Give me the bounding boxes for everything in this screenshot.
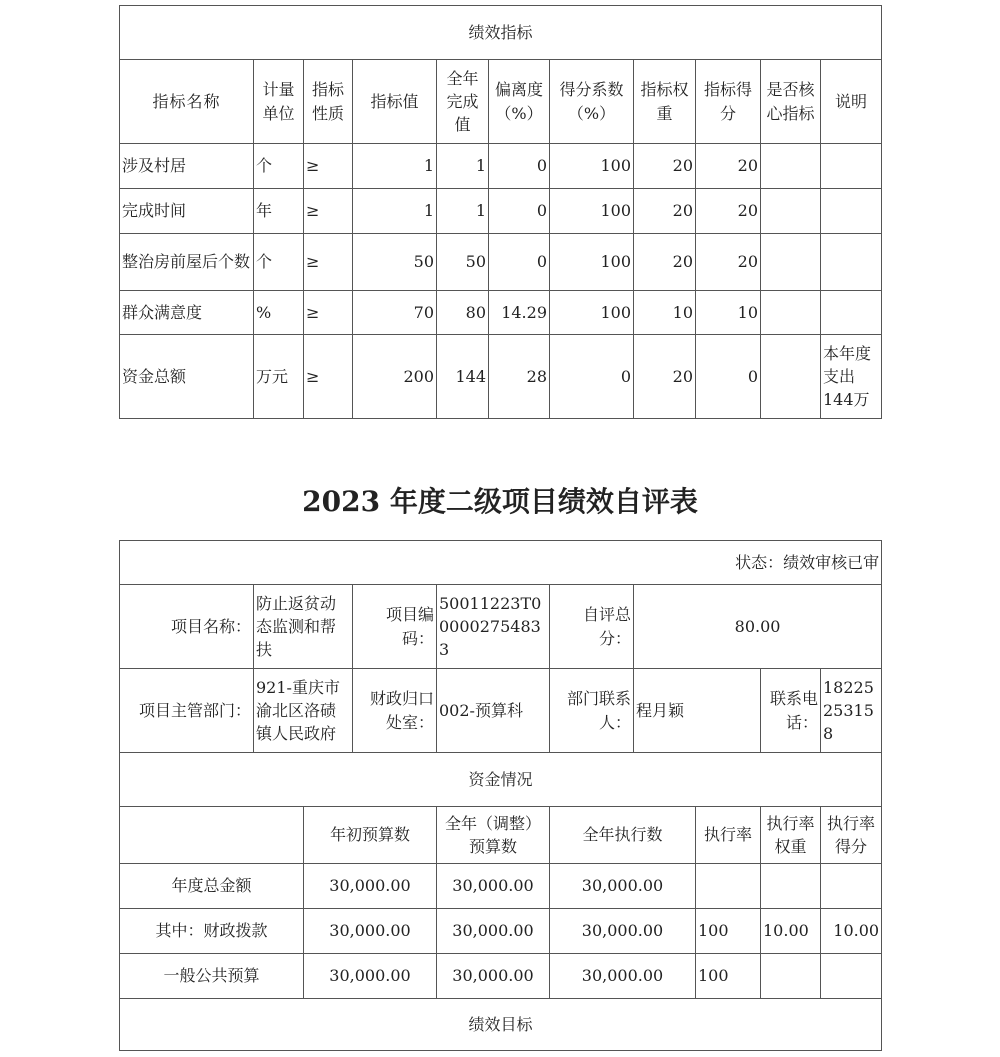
phone-value: 18225253158 [821, 669, 882, 753]
header-cell: 年初预算数 [304, 807, 437, 864]
contact-value: 程月颖 [634, 669, 761, 753]
contact-label: 部门联系人： [550, 669, 634, 753]
fund-initial: 30,000.00 [304, 954, 437, 999]
indicator-unit: 万元 [254, 335, 304, 419]
indicator-name: 涉及村居 [120, 144, 254, 189]
indicator-nature: ≥ [304, 189, 353, 234]
finance-label: 财政归口处室： [353, 669, 437, 753]
indicator-done: 144 [437, 335, 489, 419]
header-cell: 得分系数（%） [550, 60, 634, 144]
header-cell: 指标权重 [634, 60, 696, 144]
fund-row-label: 年度总金额 [120, 864, 304, 909]
fund-row-label: 一般公共预算 [120, 954, 304, 999]
indicator-note [821, 234, 882, 291]
phone-label: 联系电话： [761, 669, 821, 753]
indicator-weight: 10 [634, 291, 696, 335]
indicator-weight: 20 [634, 234, 696, 291]
table-row [120, 234, 882, 291]
header-cell: 全年执行数 [550, 807, 696, 864]
status-text: 状态：绩效审核已审 [120, 541, 882, 585]
fund-rate: 100 [696, 954, 761, 999]
finance-value: 002-预算科 [437, 669, 550, 753]
header-cell: 指标性质 [304, 60, 353, 144]
header-cell: 全年（调整）预算数 [437, 807, 550, 864]
indicator-unit: 年 [254, 189, 304, 234]
indicator-unit: 个 [254, 144, 304, 189]
indicator-done: 50 [437, 234, 489, 291]
indicator-name: 完成时间 [120, 189, 254, 234]
indicator-done: 80 [437, 291, 489, 335]
page-title: 2023 年度二级项目绩效自评表 [302, 485, 698, 518]
table-row [120, 144, 882, 189]
indicator-header-row [120, 60, 882, 144]
fund-rate: 100 [696, 909, 761, 954]
indicator-score: 20 [696, 144, 761, 189]
header-cell: 全年完成值 [437, 60, 489, 144]
indicator-core [761, 234, 821, 291]
project-name-label: 项目名称： [120, 585, 254, 669]
indicator-table [119, 5, 882, 419]
indicator-section-title: 绩效指标 [120, 6, 882, 60]
indicator-nature: ≥ [304, 291, 353, 335]
indicator-coef: 100 [550, 234, 634, 291]
indicator-deviation: 0 [489, 189, 550, 234]
table-row [120, 189, 882, 234]
fund-rate-weight [761, 864, 821, 909]
indicator-unit: 个 [254, 234, 304, 291]
indicator-score: 20 [696, 234, 761, 291]
funds-section-title: 资金情况 [120, 753, 882, 807]
indicator-deviation: 0 [489, 144, 550, 189]
header-cell: 偏离度（%） [489, 60, 550, 144]
indicator-value: 200 [353, 335, 437, 419]
self-score-label: 自评总分： [550, 585, 634, 669]
indicator-core [761, 144, 821, 189]
indicator-score: 20 [696, 189, 761, 234]
header-cell: 指标值 [353, 60, 437, 144]
header-cell [120, 807, 304, 864]
indicator-core [761, 291, 821, 335]
header-cell: 指标得分 [696, 60, 761, 144]
indicator-deviation: 28 [489, 335, 550, 419]
fund-rate [696, 864, 761, 909]
indicator-note [821, 144, 882, 189]
indicator-core [761, 189, 821, 234]
fund-adjusted: 30,000.00 [437, 864, 550, 909]
table-row [120, 909, 882, 954]
indicator-value: 70 [353, 291, 437, 335]
fund-header-row [120, 807, 882, 864]
self-score-value: 80.00 [634, 585, 882, 669]
fund-executed: 30,000.00 [550, 954, 696, 999]
indicator-weight: 20 [634, 335, 696, 419]
header-cell: 计量单位 [254, 60, 304, 144]
indicator-note: 本年度支出144万 [821, 335, 882, 419]
table-row [120, 864, 882, 909]
fund-rate-weight [761, 954, 821, 999]
header-cell: 执行率 [696, 807, 761, 864]
fund-rate-weight: 10.00 [761, 909, 821, 954]
indicator-value: 1 [353, 144, 437, 189]
goals-section-title: 绩效目标 [120, 999, 882, 1051]
indicator-deviation: 0 [489, 234, 550, 291]
indicator-name: 群众满意度 [120, 291, 254, 335]
dept-info-row [120, 669, 882, 753]
indicator-done: 1 [437, 189, 489, 234]
indicator-core [761, 335, 821, 419]
indicator-weight: 20 [634, 189, 696, 234]
header-cell: 执行率得分 [821, 807, 882, 864]
project-name-value: 防止返贫动态监测和帮扶 [254, 585, 353, 669]
fund-adjusted: 30,000.00 [437, 909, 550, 954]
indicator-nature: ≥ [304, 144, 353, 189]
self-evaluation-table [119, 540, 882, 1051]
indicator-coef: 100 [550, 189, 634, 234]
fund-executed: 30,000.00 [550, 864, 696, 909]
fund-row-label: 其中：财政拨款 [120, 909, 304, 954]
fund-rate-score: 10.00 [821, 909, 882, 954]
indicator-note [821, 189, 882, 234]
header-cell: 说明 [821, 60, 882, 144]
table-row [120, 954, 882, 999]
indicator-name: 资金总额 [120, 335, 254, 419]
indicator-weight: 20 [634, 144, 696, 189]
fund-initial: 30,000.00 [304, 864, 437, 909]
indicator-unit: % [254, 291, 304, 335]
indicator-coef: 0 [550, 335, 634, 419]
fund-executed: 30,000.00 [550, 909, 696, 954]
table-row [120, 335, 882, 419]
project-info-row [120, 585, 882, 669]
dept-label: 项目主管部门： [120, 669, 254, 753]
indicator-done: 1 [437, 144, 489, 189]
header-cell: 指标名称 [120, 60, 254, 144]
indicator-coef: 100 [550, 291, 634, 335]
indicator-name: 整治房前屋后个数 [120, 234, 254, 291]
indicator-nature: ≥ [304, 234, 353, 291]
indicator-value: 50 [353, 234, 437, 291]
indicator-deviation: 14.29 [489, 291, 550, 335]
indicator-coef: 100 [550, 144, 634, 189]
fund-rate-score [821, 864, 882, 909]
project-code-label: 项目编码： [353, 585, 437, 669]
project-code-value: 50011223T000002754833 [437, 585, 550, 669]
indicator-note [821, 291, 882, 335]
indicator-score: 0 [696, 335, 761, 419]
indicator-score: 10 [696, 291, 761, 335]
header-cell: 执行率权重 [761, 807, 821, 864]
table-row [120, 291, 882, 335]
dept-value: 921-重庆市渝北区洛碛镇人民政府 [254, 669, 353, 753]
indicator-nature: ≥ [304, 335, 353, 419]
fund-adjusted: 30,000.00 [437, 954, 550, 999]
header-cell: 是否核心指标 [761, 60, 821, 144]
indicator-value: 1 [353, 189, 437, 234]
fund-initial: 30,000.00 [304, 909, 437, 954]
fund-rate-score [821, 954, 882, 999]
